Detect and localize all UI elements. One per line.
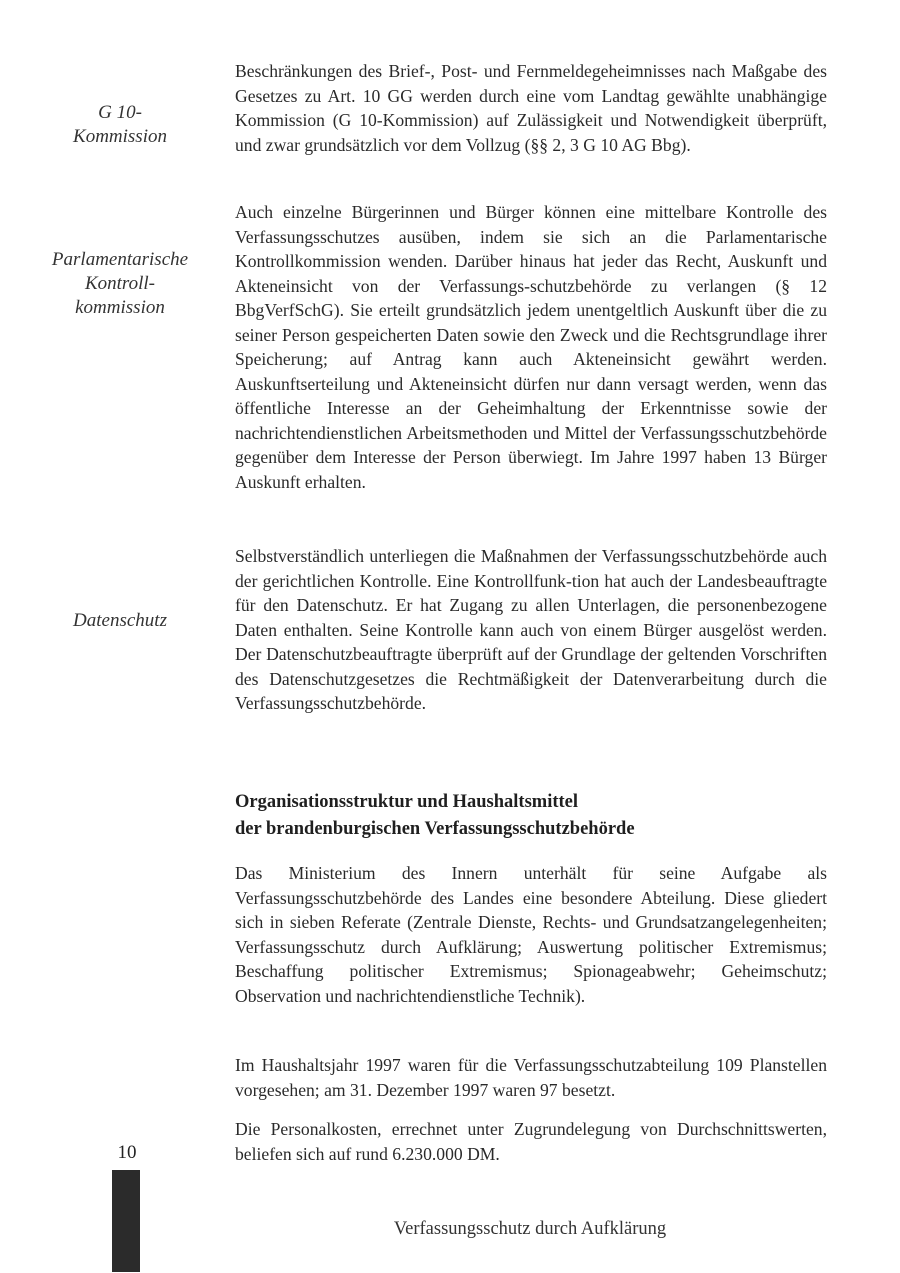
margin-note-line: Datenschutz bbox=[73, 610, 167, 631]
paragraph-organisation bbox=[235, 861, 827, 1008]
paragraph-text: Selbstverständlich unterliegen die Maßnahmen der Verfassungsschutzbehörde auch der gerichtlichen Kontrolle. Eine Kontrollfunk-tion hat auch der Landesbeauftragte für den Datenschutz. Er hat Zugang zu allen Unterlagen, die personenbezogene Daten enthalten. Seine Kontrolle kann auch von einem Bürger ausgelöst werden. Der Datenschutzbeauftragte überprüft auf der Grundlage der geltenden Vorschriften des Datenschutzgesetzes die Rechtmäßigkeit der Datenverarbeitung durch die Verfassungsschutzbehörde. bbox=[235, 546, 827, 713]
margin-note-g10-kommission bbox=[30, 101, 210, 149]
margin-note-line: kommission bbox=[75, 297, 165, 318]
paragraph-datenschutz bbox=[235, 544, 827, 716]
section-heading-line-2: der brandenburgischen Verfassungsschutzbehörde bbox=[235, 819, 635, 839]
running-footer: Verfassungsschutz durch Aufklärung bbox=[393, 1219, 667, 1239]
page-number: 10 bbox=[117, 1142, 137, 1163]
paragraph-text: Im Haushaltsjahr 1997 waren für die Verfassungsschutzabteilung 109 Planstellen vorgesehen; am 31. Dezember 1997 waren 97 besetzt. bbox=[235, 1055, 827, 1100]
section-heading bbox=[235, 789, 835, 843]
paragraph-text: Die Personalkosten, errechnet unter Zugrundelegung von Durchschnittswerten, beliefen sich auf rund 6.230.000 DM. bbox=[235, 1119, 827, 1164]
paragraph-personalkosten bbox=[235, 1117, 827, 1166]
paragraph-auskunft bbox=[235, 200, 827, 494]
paragraph-text: Beschränkungen des Brief-, Post- und Fernmeldegeheimnisses nach Maßgabe des Gesetzes zu Art. 10 GG werden durch eine vom Landtag gewählte unabhängige Kommission (G 10-Kommission) auf Zulässigkeit und Notwendigkeit überprüft, und zwar grundsätzlich vor dem Vollzug (§§ 2, 3 G 10 AG Bbg). bbox=[235, 61, 827, 155]
section-heading-line-1: Organisationsstruktur und Haushaltsmittel bbox=[235, 792, 578, 812]
thumb-index-bar bbox=[112, 1170, 140, 1272]
paragraph-planstellen bbox=[235, 1053, 827, 1102]
margin-note-line: G 10- bbox=[98, 102, 142, 123]
margin-note-line: Parlamentarische bbox=[51, 249, 189, 270]
margin-note-parlamentarische-kontrollkommission bbox=[30, 248, 210, 320]
paragraph-g10 bbox=[235, 59, 827, 157]
margin-note-line: Kommission bbox=[73, 126, 167, 147]
paragraph-text: Das Ministerium des Innern unterhält für seine Aufgabe als Verfassungsschutzbehörde des Landes eine besondere Abteilung. Diese gliedert sich in sieben Referate (Zentrale Dienste, Rechts- und Grundsatzangelegenheiten; Verfassungsschutz durch Aufklärung; Auswertung politischer Extremismus; Beschaffung politischer Extremismus; Spionageabwehr; Geheimschutz; Observation und nachrichtendienstliche Technik). bbox=[235, 863, 827, 1006]
paragraph-text: Auch einzelne Bürgerinnen und Bürger können eine mittelbare Kontrolle des Verfassungsschutzes ausüben, indem sie sich an die Parlamentarische Kontrollkommission wenden. Darüber hinaus hat jeder das Recht, Auskunft und Akteneinsicht von der Verfassungs-schutzbehörde zu verlangen (§ 12 BbgVerfSchG). Sie erteilt grundsätzlich jedem unentgeltlich Auskunft über die zu seiner Person gespeicherten Daten sowie den Zweck und die Rechtsgrundlage ihrer Speicherung; auf Antrag kann auch Akteneinsicht gewährt werden. Auskunftserteilung und Akteneinsicht dürfen nur dann versagt werden, wenn das öffentliche Interesse an der Geheimhaltung der Erkenntnisse sowie der nachrichtendienstlichen Arbeitsmethoden und Mittel der Verfassungsschutzbehörde gegenüber dem Interesse der Person überwiegt. Im Jahre 1997 haben 13 Bürger Auskunft erhalten. bbox=[235, 202, 827, 492]
margin-note-datenschutz bbox=[30, 609, 210, 633]
margin-note-line: Kontroll- bbox=[84, 273, 156, 294]
